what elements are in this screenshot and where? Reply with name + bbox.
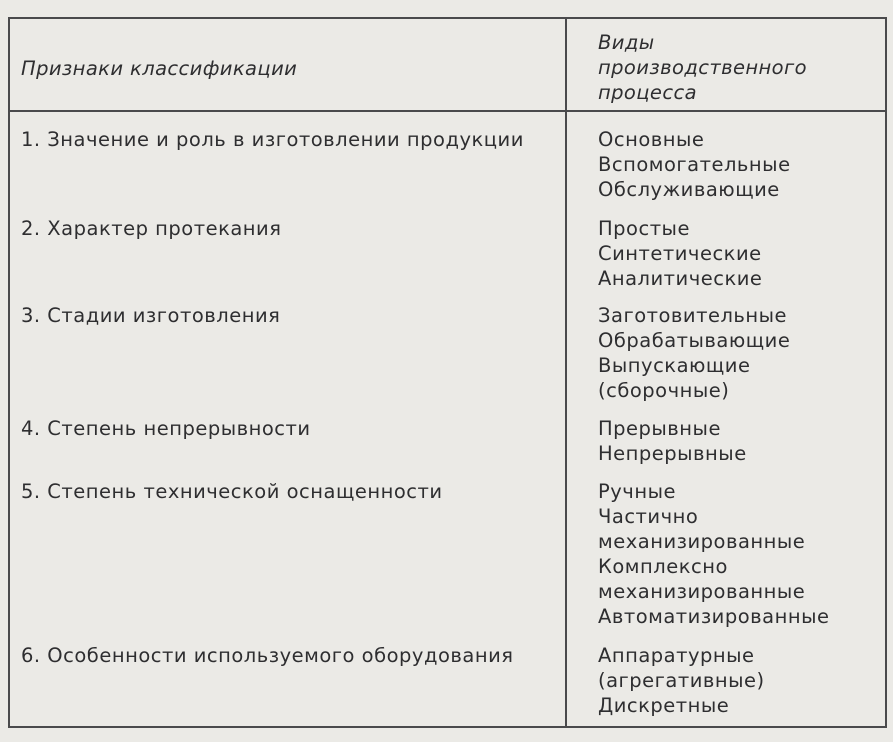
process-type: Частично bbox=[598, 505, 699, 528]
process-type: (сборочные) bbox=[598, 379, 730, 402]
header-process-types-line: процесса bbox=[598, 81, 697, 104]
header-divider bbox=[10, 110, 885, 112]
row-criterion: 2. Характер протекания bbox=[21, 217, 282, 240]
process-type: Непрерывные bbox=[598, 442, 747, 465]
column-divider bbox=[565, 19, 567, 726]
process-type: Ручные bbox=[598, 480, 676, 503]
process-type: Заготовительные bbox=[598, 304, 788, 327]
process-type: Простые bbox=[598, 217, 690, 240]
header-process-types bbox=[598, 30, 878, 105]
process-type: Прерывные bbox=[598, 417, 721, 440]
process-type: (агрегативные) bbox=[598, 669, 765, 692]
row-criterion: 5. Степень технической оснащенности bbox=[21, 480, 443, 503]
row-criterion: 3. Стадии изготовления bbox=[21, 304, 281, 327]
row-types bbox=[598, 479, 883, 629]
process-type: механизированные bbox=[598, 580, 806, 603]
process-type: Дискретные bbox=[598, 694, 730, 717]
process-type: Аппаратурные bbox=[598, 644, 755, 667]
process-type: Автоматизированные bbox=[598, 605, 830, 628]
process-type: Основные bbox=[598, 128, 705, 151]
process-type: Выпускающие bbox=[598, 354, 751, 377]
process-type: механизированные bbox=[598, 530, 806, 553]
process-type: Комплексно bbox=[598, 555, 728, 578]
row-types bbox=[598, 127, 883, 202]
process-type: Обрабатывающие bbox=[598, 329, 791, 352]
row-criterion: 6. Особенности используемого оборудования bbox=[21, 644, 514, 667]
row-types bbox=[598, 416, 883, 466]
process-type: Аналитические bbox=[598, 267, 763, 290]
process-type: Вспомогательные bbox=[598, 153, 791, 176]
row-criterion: 4. Степень непрерывности bbox=[21, 417, 311, 440]
header-process-types-line: Виды bbox=[598, 31, 655, 54]
process-type: Синтетические bbox=[598, 242, 762, 265]
process-type: Обслуживающие bbox=[598, 178, 780, 201]
row-criterion: 1. Значение и роль в изготовлении продукции bbox=[21, 128, 524, 151]
header-process-types-line: производственного bbox=[598, 56, 807, 79]
row-types bbox=[598, 643, 883, 718]
header-criteria: Признаки классификации bbox=[21, 57, 298, 80]
row-types bbox=[598, 303, 883, 403]
row-types bbox=[598, 216, 883, 291]
